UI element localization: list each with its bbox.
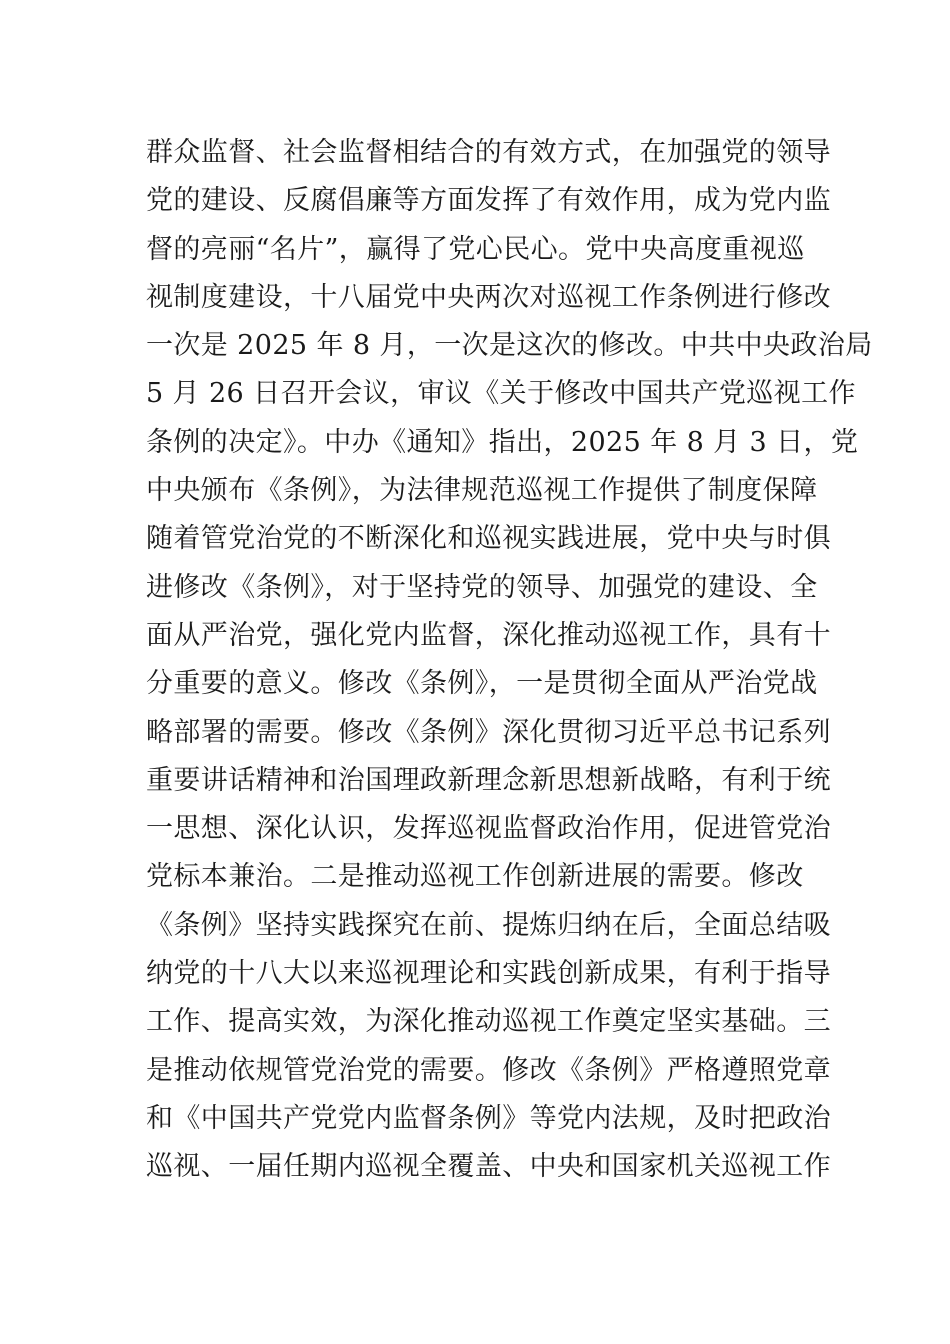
text-line: 随着管党治党的不断深化和巡视实践进展，党中央与时俱 [146,523,831,555]
text-line: 一次是 2025 年 8 月，一次是这次的修改。中共中央政治局 [146,330,873,362]
text-line: 5 月 26 日召开会议，审议《关于修改中国共产党巡视工作 [146,378,856,410]
body-text [146,129,873,1192]
text-line: 党标本兼治。二是推动巡视工作创新进展的需要。修改 [146,861,804,893]
text-line: 工作、提高实效，为深化推动巡视工作奠定坚实基础。三 [146,1006,831,1038]
text-line: 进修改《条例》，对于坚持党的领导、加强党的建设、全 [146,571,818,603]
text-line: 群众监督、社会监督相结合的有效方式，在加强党的领导 [146,137,831,168]
text-line: 和《中国共产党党内监督条例》等党内法规，及时把政治 [146,1102,831,1134]
text-line: 面从严治党，强化党内监督，深化推动巡视工作，具有十 [146,619,831,651]
text-line: 纳党的十八大以来巡视理论和实践创新成果，有利于指导 [146,958,831,990]
text-line: 略部署的需要。修改《条例》深化贯彻习近平总书记系列 [146,716,831,748]
text-line: 《条例》坚持实践探究在前、提炼归纳在后，全面总结吸 [146,909,831,941]
text-line: 党的建设、反腐倡廉等方面发挥了有效作用，成为党内监 [146,185,831,217]
text-line: 督的亮丽“名片”，赢得了党心民心。党中央高度重视巡 [146,233,805,265]
text-line: 一思想、深化认识，发挥巡视监督政治作用，促进管党治 [146,813,831,845]
text-line: 分重要的意义。修改《条例》，一是贯彻全面从严治党战 [146,668,818,700]
text-line: 重要讲话精神和治国理政新理念新思想新战略，有利于统 [146,764,831,796]
text-line: 巡视、一届任期内巡视全覆盖、中央和国家机关巡视工作 [146,1151,831,1183]
text-line: 视制度建设，十八届党中央两次对巡视工作条例进行修改 [146,281,831,313]
text-line: 条例的决定》。中办《通知》指出，2025 年 8 月 3 日，党 [146,426,859,458]
text-line: 中央颁布《条例》，为法律规范巡视工作提供了制度保障 [146,475,818,507]
text-line: 是推动依规管党治党的需要。修改《条例》严格遵照党章 [146,1054,831,1086]
